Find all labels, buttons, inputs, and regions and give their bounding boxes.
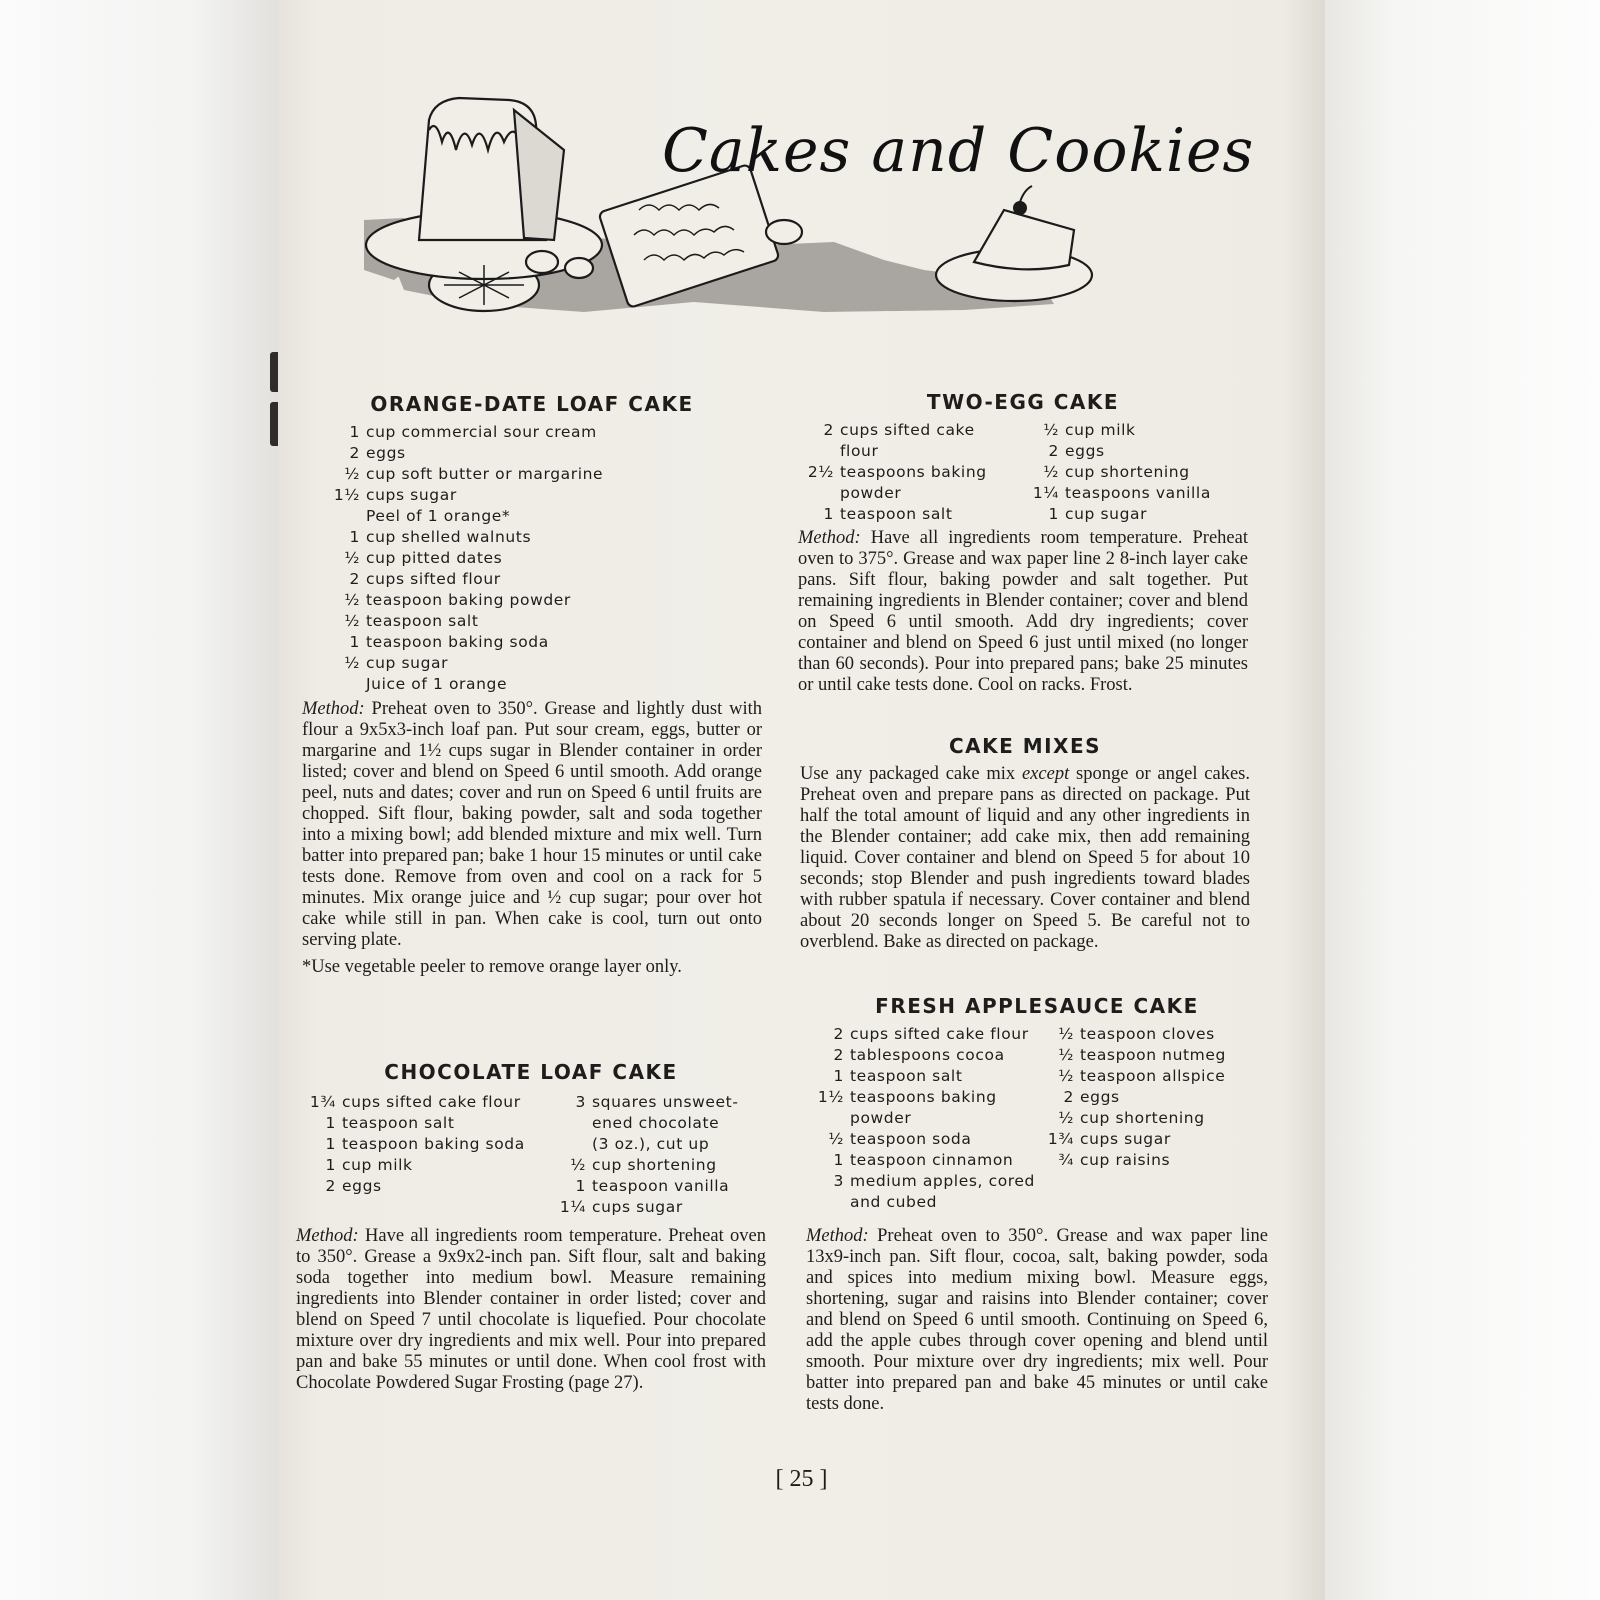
method-body: Have all ingredients room temperature. Preheat oven to 350°. Grease a 9x9x2-inch pan. Sift flour, salt and baking soda together into medium bowl. Measure remaining ingredients into Blender container in order listed; cover and blend on Speed 7 until chocolate is liquefied. Pour chocolate mixture over dry ingredients and mix well. Pour into prepared pan and bake 55 minutes or until done. When cool frost with Chocolate Powdered Sugar Frosting (page 27). — [296, 1226, 767, 1393]
ingredient-item — [546, 1113, 739, 1134]
ingredient-text: cup raisins — [1080, 1151, 1171, 1169]
ingredient-item — [798, 483, 987, 504]
ingredient-text: cups sifted cake — [840, 421, 975, 439]
ingredient-amount: 1½ — [333, 486, 360, 504]
ingredient-amount: 1 — [349, 633, 360, 651]
method-body: Preheat oven to 350°. Grease and wax paper line 13x9-inch pan. Sift flour, cocoa, salt, baking powder, soda and spices into medium mixing bowl. Measure eggs, shortening, sugar and raisins into Blender container; cover and blend on Speed 6 until smooth. Continuing on Speed 6, add the apple cubes through cover opening and blend until smooth. Pour mixture over dry ingredients; mix well. Pour batter into prepared pan and bake 45 minutes or until cake tests done. — [806, 1226, 1269, 1414]
ingredient-text: teaspoons baking — [850, 1088, 997, 1106]
ingredient-amount: 1¼ — [1032, 484, 1059, 502]
ingredient-item — [1038, 1087, 1226, 1108]
ingredient-item — [1023, 441, 1211, 462]
ingredient-text: cups sugar — [1080, 1130, 1171, 1148]
background-left — [0, 0, 278, 1600]
ingredient-item — [322, 590, 762, 611]
ingredient-amount: ½ — [344, 612, 360, 630]
ingredient-text: teaspoon cloves — [1080, 1025, 1215, 1043]
ingredient-amount: 2 — [833, 1025, 844, 1043]
ingredient-item — [322, 548, 762, 569]
ingredient-amount: ½ — [1043, 463, 1059, 481]
recipe-applesauce — [806, 994, 1268, 1415]
method-body: Preheat oven to 350°. Grease and lightly dust with flour a 9x5x3-inch loaf pan. Put sour cream, eggs, butter or margarine and 1½ cups sugar in Blender container in order listed; cover and blend on Speed 6 until smooth. Add orange peel, nuts and dates; cover and run on Speed 6 until fruits are chopped. Sift flour, baking powder, salt and soda together into a mixing bowl; add blended mixture and mix well. Turn batter into prepared pan; bake 1 hour 15 minutes or until cake tests done. Remove from oven and cool on a rack for 5 minutes. Mix orange juice and ½ cup sugar; pour over hot cake while still in pan. When cake is cool, turn out onto serving plate. — [302, 699, 763, 950]
ingredient-text: ened chocolate — [592, 1114, 720, 1132]
ingredient-text: flour — [840, 442, 879, 460]
page-title: Cakes and Cookies — [662, 116, 1255, 186]
method-label: Method: — [302, 699, 365, 719]
ingredient-amount: 1 — [325, 1156, 336, 1174]
method-label: Method: — [806, 1226, 869, 1246]
ingredient-item — [806, 1129, 1035, 1150]
ingredient-amount: 1¾ — [309, 1093, 336, 1111]
ingredient-amount: 2½ — [807, 463, 834, 481]
ingredient-amount: ½ — [344, 591, 360, 609]
ingredient-amount: 1 — [823, 505, 834, 523]
ingredient-text: eggs — [366, 444, 406, 462]
ingredient-amount: 2 — [349, 570, 360, 588]
ingredient-text: squares unsweet- — [592, 1093, 739, 1111]
ingredient-text: teaspoon salt — [366, 612, 479, 630]
ingredient-text: cup shortening — [1065, 463, 1190, 481]
footnote: *Use vegetable peeler to remove orange layer only. — [302, 957, 682, 977]
ingredient-amount: 1 — [349, 528, 360, 546]
ingredient-amount: 1¼ — [559, 1198, 586, 1216]
method-body: Have all ingredients room temperature. Preheat oven to 375°. Grease and wax paper line 2 8-inch layer cake pans. Sift flour, baking powder and salt together. Put remaining ingredients in Blender container; cover and blend on Speed 6 until smooth. Add dry ingredients; cover container and blend on Speed 6 just until mixed (no longer than 60 seconds). Pour into prepared pans; bake 25 minutes or until cake tests done. Cool on racks. Frost. — [798, 528, 1248, 695]
ingredient-item — [1038, 1150, 1226, 1171]
ingredient-item — [806, 1024, 1035, 1045]
ingredient-text: eggs — [1080, 1088, 1120, 1106]
ingredient-item — [296, 1092, 525, 1113]
ingredient-text: medium apples, cored — [850, 1172, 1035, 1190]
ingredient-item — [1023, 504, 1211, 525]
ingredient-text: teaspoon soda — [850, 1130, 972, 1148]
ingredient-text: cup shortening — [592, 1156, 717, 1174]
ingredient-item — [806, 1192, 1035, 1213]
ingredient-item — [806, 1171, 1035, 1192]
ingredient-amount: 2 — [1048, 442, 1059, 460]
ingredient-text: tablespoons cocoa — [850, 1046, 1005, 1064]
ingredient-item — [1023, 420, 1211, 441]
cake-mixes-text: Use any packaged cake mix — [800, 764, 1022, 784]
ingredient-amount: 1 — [325, 1135, 336, 1153]
ingredient-item — [322, 464, 762, 485]
ingredient-list-right — [546, 1092, 739, 1218]
ingredient-item — [798, 441, 987, 462]
ingredient-text: cup commercial sour cream — [366, 423, 597, 441]
recipe-two-egg — [798, 390, 1248, 696]
ingredient-text: teaspoon baking soda — [366, 633, 549, 651]
ingredient-text: cup sugar — [1065, 505, 1148, 523]
ingredient-item — [806, 1087, 1035, 1108]
ingredient-amount: 3 — [575, 1093, 586, 1111]
ingredient-amount: ½ — [1043, 421, 1059, 439]
method-text — [800, 764, 1250, 953]
ingredient-item — [546, 1134, 739, 1155]
book-page — [278, 0, 1325, 1600]
cake-mixes-emphasis: except — [1021, 764, 1070, 784]
ingredient-list-left — [798, 420, 987, 525]
ingredient-text: cup sugar — [366, 654, 449, 672]
ingredient-text: teaspoon baking soda — [342, 1135, 525, 1153]
ingredient-amount: ½ — [344, 465, 360, 483]
ingredient-item — [322, 569, 762, 590]
ingredient-item — [322, 653, 762, 674]
ingredient-text: cup milk — [342, 1156, 413, 1174]
ingredient-amount: 1 — [349, 423, 360, 441]
ingredient-amount: ½ — [344, 549, 360, 567]
ingredient-list-right — [1023, 420, 1211, 525]
background-right — [1325, 0, 1600, 1600]
ingredient-text: cups sifted cake flour — [342, 1093, 521, 1111]
ingredient-text: Peel of 1 orange* — [366, 507, 511, 525]
recipe-title: CHOCOLATE LOAF CAKE — [384, 1060, 678, 1084]
ingredient-text: eggs — [1065, 442, 1105, 460]
method-text — [798, 528, 1248, 696]
ingredient-item — [1023, 483, 1211, 504]
ingredient-text: teaspoons vanilla — [1065, 484, 1211, 502]
ingredient-amount: 1 — [833, 1151, 844, 1169]
ingredient-item — [296, 1134, 525, 1155]
ingredient-amount: ½ — [1058, 1109, 1074, 1127]
ingredient-item — [546, 1092, 739, 1113]
ingredient-item — [1023, 462, 1211, 483]
ingredient-text: cups sifted cake flour — [850, 1025, 1029, 1043]
ingredient-item — [322, 443, 762, 464]
ingredient-amount: 3 — [833, 1172, 844, 1190]
ingredient-amount: 2 — [823, 421, 834, 439]
ingredient-item — [322, 611, 762, 632]
ingredient-item — [322, 422, 762, 443]
ingredient-item — [1038, 1066, 1226, 1087]
ingredient-item — [322, 674, 762, 695]
ingredient-text: cup shelled walnuts — [366, 528, 532, 546]
ingredient-list — [322, 422, 762, 695]
ingredient-amount: 2 — [325, 1177, 336, 1195]
ingredient-amount: 2 — [1063, 1088, 1074, 1106]
ingredient-text: powder — [850, 1109, 912, 1127]
method-text — [806, 1226, 1268, 1415]
ingredient-text: cups sugar — [366, 486, 457, 504]
ingredient-amount: 1 — [1048, 505, 1059, 523]
recipe-title: TWO-EGG CAKE — [926, 390, 1120, 414]
ingredient-item — [546, 1176, 739, 1197]
ingredient-amount: 1 — [325, 1114, 336, 1132]
ingredient-text: teaspoon salt — [850, 1067, 963, 1085]
recipe-orange-date — [302, 392, 762, 978]
ingredient-amount: 1½ — [817, 1088, 844, 1106]
ingredient-item — [806, 1150, 1035, 1171]
ingredient-item — [296, 1113, 525, 1134]
ingredient-amount: 1 — [833, 1067, 844, 1085]
ingredient-text: teaspoon vanilla — [592, 1177, 730, 1195]
ingredient-item — [806, 1066, 1035, 1087]
recipe-chocolate-loaf — [296, 1060, 766, 1394]
ingredient-amount: ½ — [1058, 1067, 1074, 1085]
ingredient-item — [1038, 1045, 1226, 1066]
ingredient-item — [296, 1155, 525, 1176]
ingredient-item — [322, 632, 762, 653]
ingredient-item — [1038, 1108, 1226, 1129]
recipe-cake-mixes — [800, 734, 1250, 953]
ingredient-item — [806, 1108, 1035, 1129]
ingredient-text: teaspoon cinnamon — [850, 1151, 1014, 1169]
ingredient-amount: ½ — [570, 1156, 586, 1174]
ingredient-amount: 1¾ — [1047, 1130, 1074, 1148]
ingredient-text: teaspoon salt — [840, 505, 953, 523]
method-label: Method: — [296, 1226, 359, 1246]
ingredient-text: cups sifted flour — [366, 570, 501, 588]
ingredient-list-right — [1038, 1024, 1226, 1171]
ingredient-text: cup pitted dates — [366, 549, 503, 567]
ingredient-text: eggs — [342, 1177, 382, 1195]
ingredient-text: (3 oz.), cut up — [592, 1135, 710, 1153]
ingredient-list-left — [806, 1024, 1035, 1213]
ingredient-text: teaspoon salt — [342, 1114, 455, 1132]
ingredient-amount: ¾ — [1058, 1151, 1074, 1169]
ingredient-text: Juice of 1 orange — [366, 675, 508, 693]
ingredient-item — [798, 462, 987, 483]
ingredient-item — [322, 527, 762, 548]
ingredient-item — [296, 1176, 525, 1197]
ingredient-item — [1038, 1024, 1226, 1045]
ingredient-text: teaspoons baking — [840, 463, 987, 481]
ingredient-item — [322, 506, 762, 527]
ingredient-text: cup soft butter or margarine — [366, 465, 604, 483]
method-text — [296, 1226, 766, 1394]
method-label: Method: — [798, 528, 861, 548]
recipe-title: FRESH APPLESAUCE CAKE — [875, 994, 1199, 1018]
ingredient-item — [1038, 1129, 1226, 1150]
ingredient-amount: ½ — [828, 1130, 844, 1148]
ingredient-amount: ½ — [1058, 1046, 1074, 1064]
ingredient-text: teaspoon nutmeg — [1080, 1046, 1226, 1064]
ingredient-item — [546, 1197, 739, 1218]
ingredient-item — [322, 485, 762, 506]
ingredient-amount: 2 — [349, 444, 360, 462]
ingredient-amount: ½ — [1058, 1025, 1074, 1043]
ingredient-amount: 2 — [833, 1046, 844, 1064]
ingredient-amount: ½ — [344, 654, 360, 672]
ingredient-text: teaspoon baking powder — [366, 591, 571, 609]
ingredient-amount: 1 — [575, 1177, 586, 1195]
ingredient-list-left — [296, 1092, 525, 1197]
ingredient-text: and cubed — [850, 1193, 938, 1211]
ingredient-text: powder — [840, 484, 902, 502]
ingredient-item — [798, 420, 987, 441]
ingredient-text: cups sugar — [592, 1198, 683, 1216]
recipe-title: ORANGE-DATE LOAF CAKE — [370, 392, 694, 416]
ingredient-item — [806, 1045, 1035, 1066]
recipe-title: CAKE MIXES — [948, 734, 1102, 758]
cake-mixes-text: sponge or angel cakes. Preheat oven and prepare pans as directed on package. Put half the total amount of liquid and any other ingredients in the Blender container; add cake mix, then add remaining liquid. Cover container and blend on Speed 5 for about 10 seconds; stop Blender and push ingredients toward blades with rubber spatula if necessary. Cover container and blend about 20 seconds longer on Speed 5. Be careful not to overblend. Bake as directed on package. — [800, 764, 1250, 952]
ingredient-item — [798, 504, 987, 525]
ingredient-text: cup milk — [1065, 421, 1136, 439]
page-number: [ 25 ] — [775, 1466, 828, 1492]
ingredient-text: teaspoon allspice — [1080, 1067, 1226, 1085]
method-text — [302, 699, 762, 951]
ingredient-text: cup shortening — [1080, 1109, 1205, 1127]
ingredient-item — [546, 1155, 739, 1176]
